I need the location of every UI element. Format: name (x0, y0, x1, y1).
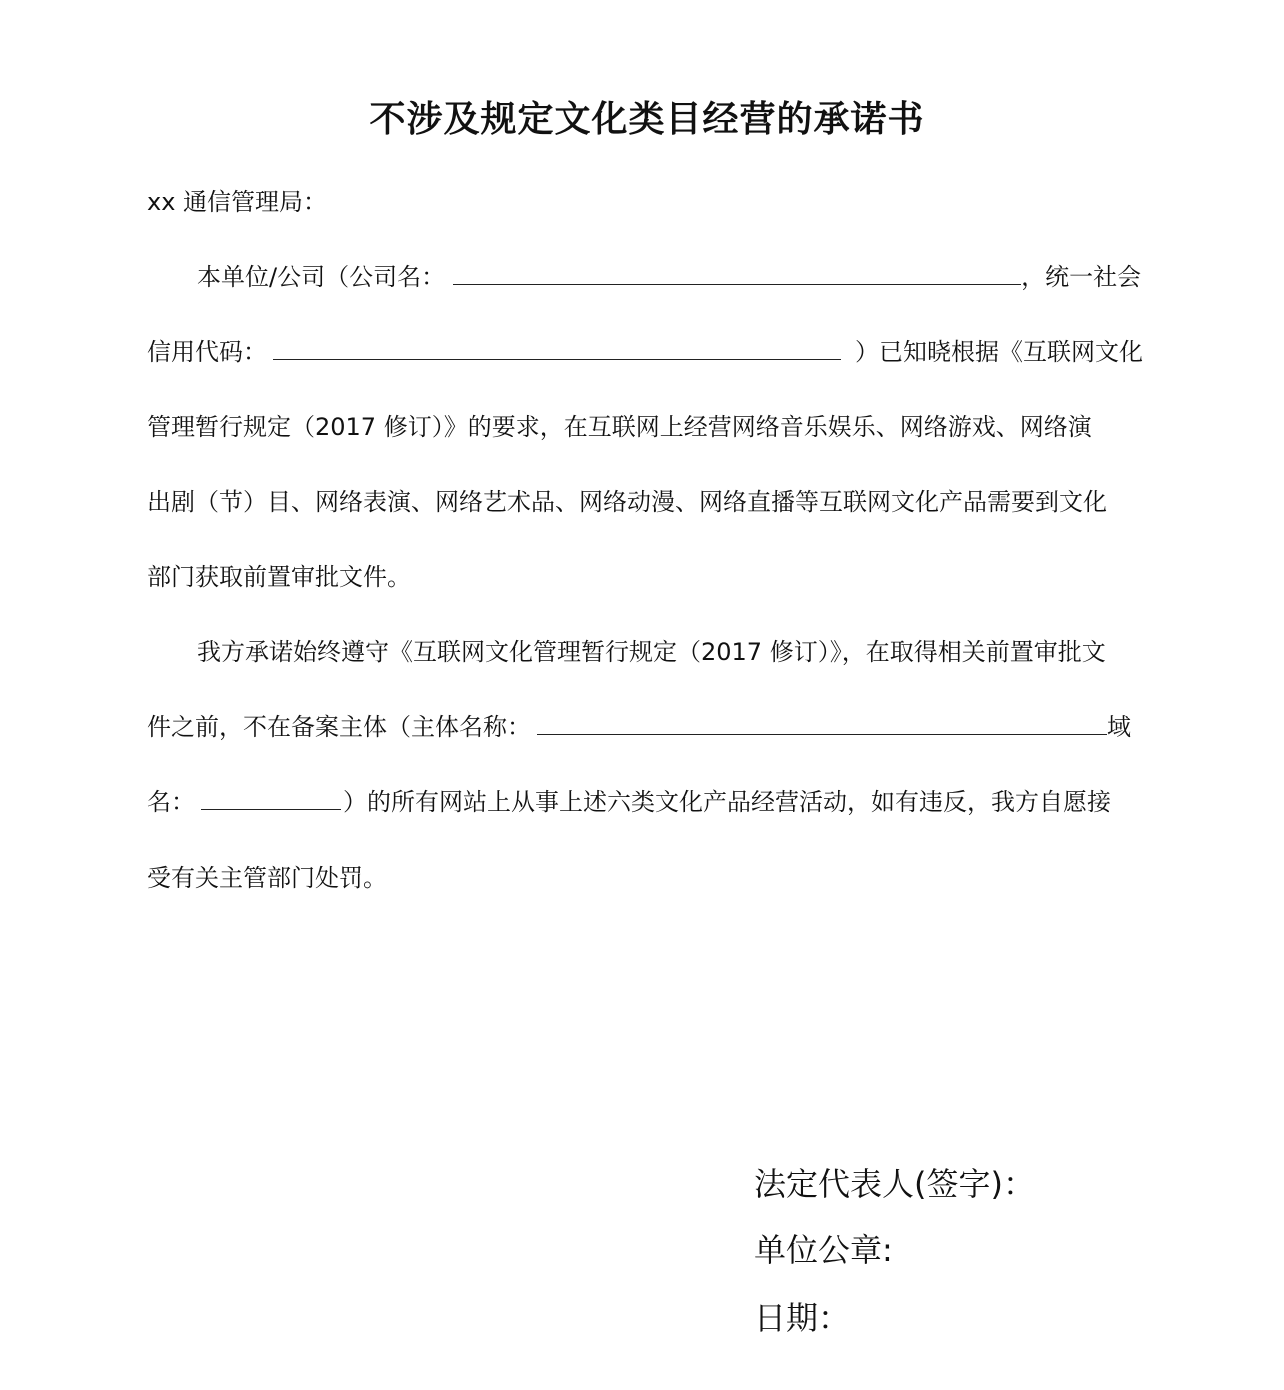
paragraph2-line3 (147, 782, 1147, 822)
paragraph2-line4 (147, 858, 1147, 898)
paragraph2-line1 (147, 632, 1147, 672)
paragraph2-text-line1: 我方承诺始终遵守《互联网文化管理暂行规定（2017 修订）》，在取得相关前置审批文 (197, 638, 1106, 666)
paragraph1-line4 (147, 482, 1147, 522)
paragraph1-text-line4: 出剧（节）目、网络表演、网络艺术品、网络动漫、网络直播等互联网文化产品需要到文化 (147, 488, 1107, 516)
paragraph2-text-line3: ）的所有网站上从事上述六类文化产品经营活动，如有违反，我方自愿接 (343, 788, 1111, 816)
credit-code-blank[interactable] (273, 337, 841, 360)
entity-name-blank[interactable] (537, 712, 1107, 735)
domain-blank[interactable] (201, 787, 341, 810)
company-name-blank[interactable] (453, 262, 1021, 285)
paragraph2-line2 (147, 707, 1147, 747)
domain-label-start: 域 (1107, 713, 1131, 741)
paragraph2-text-line4: 受有关主管部门处罚。 (147, 864, 387, 892)
paragraph1-line1 (147, 257, 1147, 297)
company-seal: 单位公章: (754, 1231, 893, 1269)
credit-code-label: 信用代码： (147, 338, 267, 366)
entity-name-label: 件之前，不在备案主体（主体名称： (147, 713, 531, 741)
paragraph1-text-line3: 管理暂行规定（2017 修订）》的要求，在互联网上经营网络音乐娱乐、网络游戏、网络演 (147, 413, 1092, 441)
credit-code-label-start: ，统一社会 (1021, 263, 1142, 291)
company-name-label: 本单位/公司（公司名： (197, 263, 446, 291)
addressee (147, 182, 1147, 222)
signature-date: 日期： (754, 1299, 851, 1337)
paragraph1-line3 (147, 407, 1147, 447)
document-title: 不涉及规定文化类目经营的承诺书 (369, 99, 925, 140)
paragraph1-line2 (147, 332, 1147, 372)
paragraph1-line5 (147, 557, 1147, 597)
legal-representative-signature: 法定代表人(签字)： (754, 1165, 1035, 1203)
paragraph1-text-line5: 部门获取前置审批文件。 (147, 563, 411, 591)
regulation-reference: ）已知晓根据《互联网文化 (855, 338, 1143, 366)
domain-label-end: 名： (147, 788, 195, 816)
addressee-text: xx 通信管理局： (147, 188, 328, 216)
